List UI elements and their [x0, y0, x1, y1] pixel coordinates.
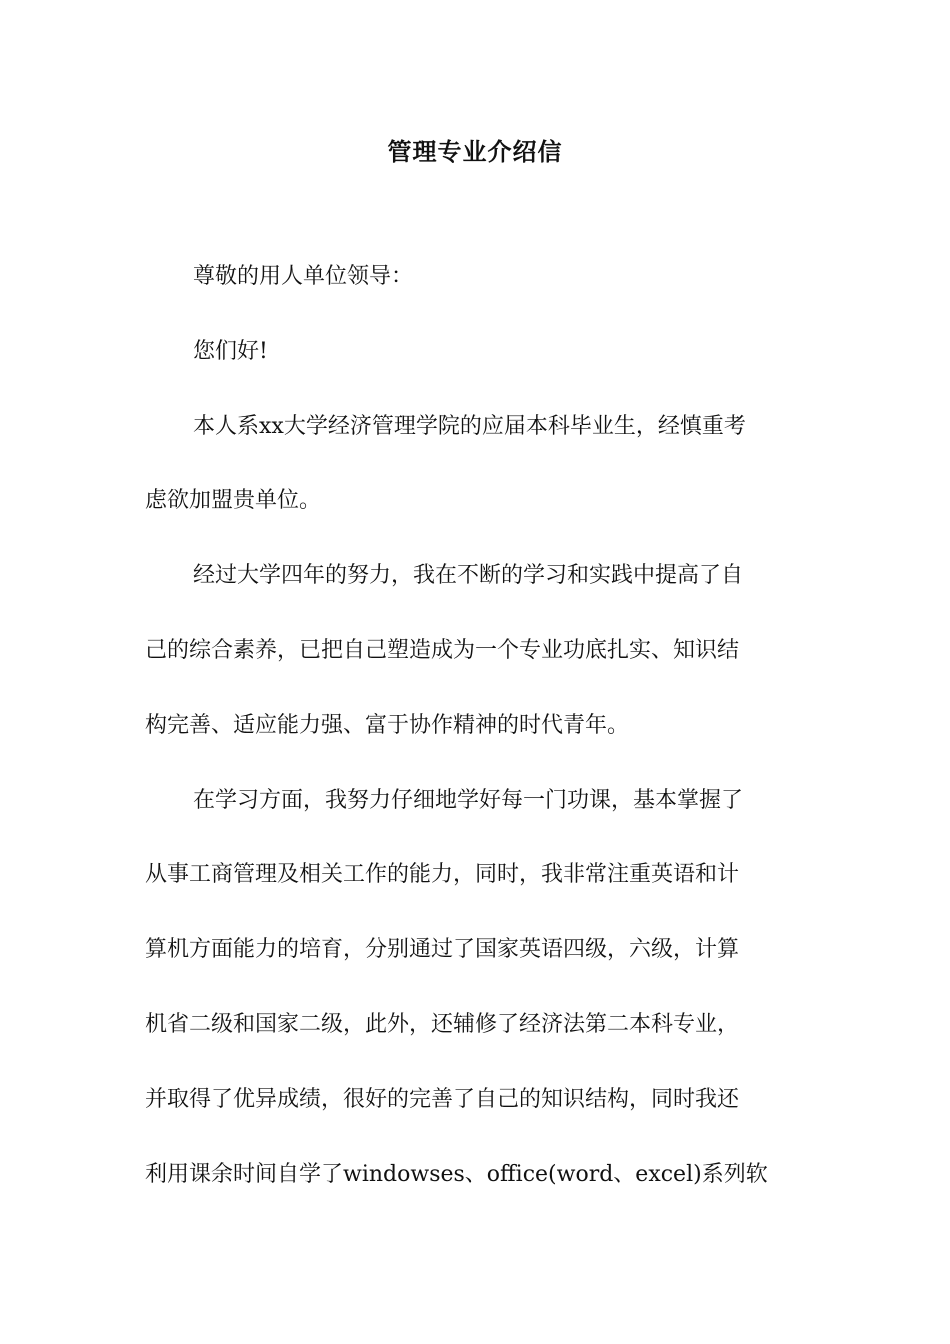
paragraph-3-line-1: 在学习方面，我努力仔细地学好每一门功课，基本掌握了	[193, 787, 744, 813]
letter-body	[145, 258, 810, 1193]
document-title: 管理专业介绍信	[387, 138, 563, 166]
paragraph-2-line-1: 经过大学四年的努力，我在不断的学习和实践中提高了自	[193, 563, 744, 589]
paragraph-3-line-3: 算机方面能力的培育，分别通过了国家英语四级，六级，计算	[145, 937, 740, 963]
paragraph-3-line-4: 机省二级和国家二级，此外，还辅修了经济法第二本科专业，	[145, 1011, 740, 1037]
paragraph-2-line-2: 己的综合素养，已把自己塑造成为一个专业功底扎实、知识结	[145, 637, 740, 663]
paragraph-3-line-5: 并取得了优异成绩，很好的完善了自己的知识结构，同时我还	[145, 1086, 740, 1112]
paragraph-2-line-3: 构完善、适应能力强、富于协作精神的时代青年。	[145, 712, 630, 738]
paragraph-1-line-1: 本人系xx大学经济管理学院的应届本科毕业生，经慎重考	[193, 413, 746, 439]
salutation-line: 尊敬的用人单位领导：	[193, 264, 414, 289]
paragraph-3-line-2: 从事工商管理及相关工作的能力，同时，我非常注重英语和计	[145, 862, 740, 888]
greeting-line: 您们好!	[193, 338, 268, 364]
paragraph-1-line-2: 虑欲加盟贵单位。	[145, 488, 322, 514]
paragraph-3-line-6: 利用课余时间自学了windowses、office(word、excel)系列软	[145, 1161, 768, 1187]
